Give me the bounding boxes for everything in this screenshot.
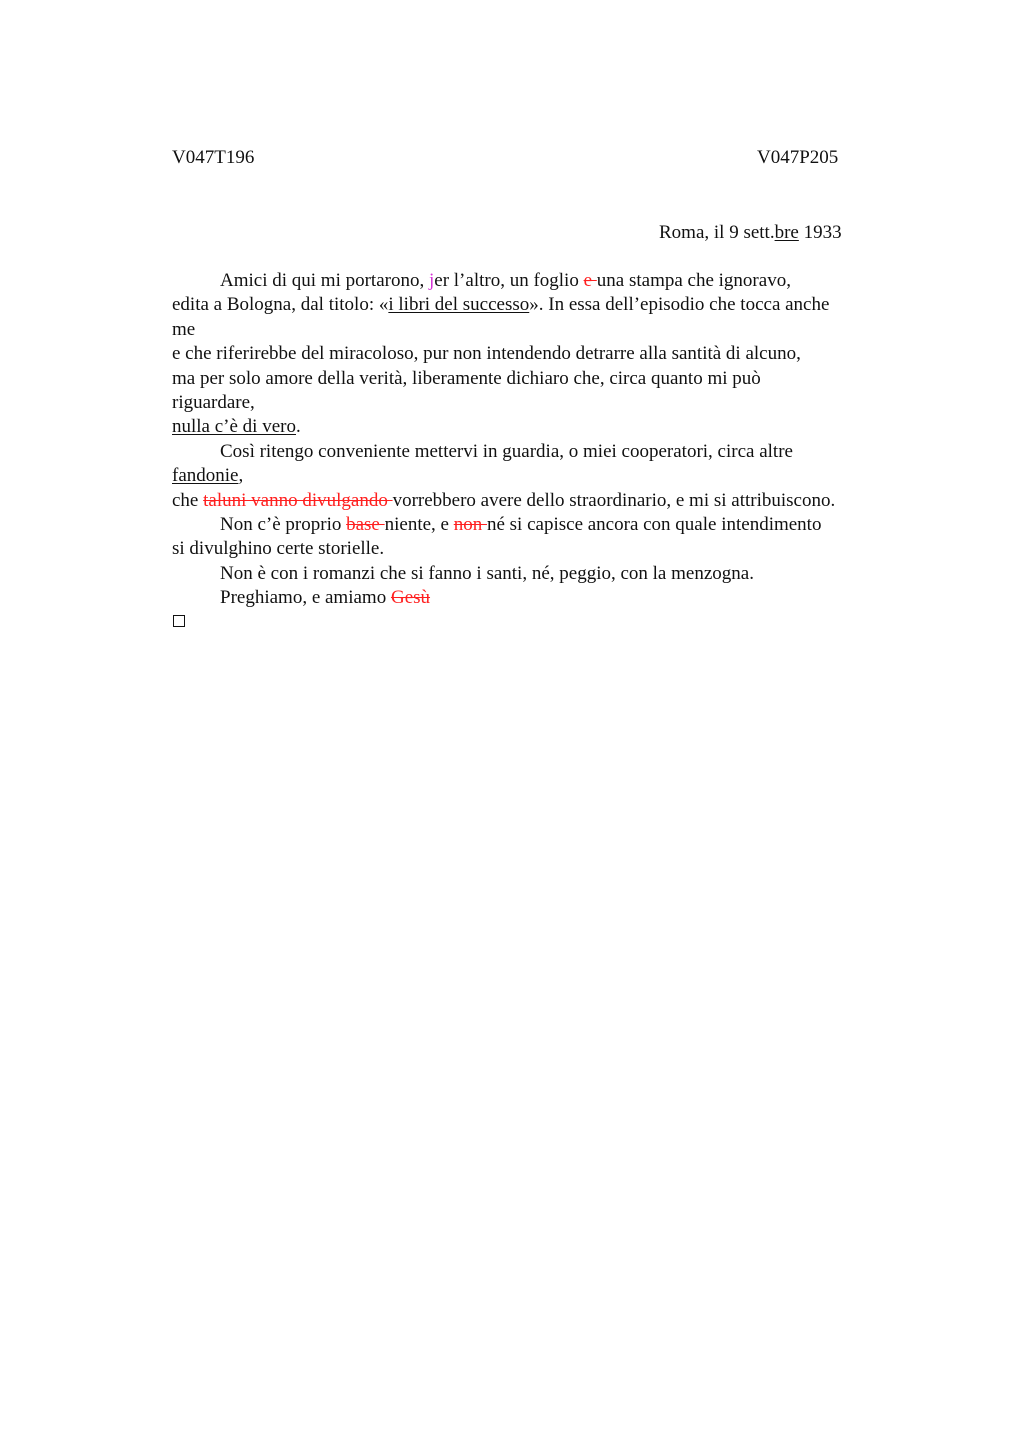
document-code-right: V047P205 [757, 147, 839, 168]
letter-date [659, 221, 842, 245]
document-code-left: V047T196 [172, 147, 255, 168]
text-run: niente, e [384, 514, 454, 536]
deleted-text: base [346, 514, 385, 536]
paragraph-2-line-1: Così ritengo conveniente mettervi in guardia, o miei cooperatori, circa altre [220, 440, 793, 462]
text-run: edita a Bologna, dal titolo: « [172, 294, 389, 316]
date-underlined: bre [774, 222, 799, 243]
paragraph-3-line-1 [172, 513, 912, 537]
paragraph-1-line-2 [172, 293, 912, 317]
paragraph-5-line-1 [172, 586, 912, 610]
underlined-text: fandonie [172, 465, 239, 487]
empty-square-icon [173, 615, 185, 627]
date-prefix: Roma, il 9 sett. [659, 222, 775, 243]
text-run: Preghiamo, e amiamo [220, 587, 391, 609]
underlined-text: nulla c’è di vero [172, 416, 296, 438]
paragraph-1-line-1 [172, 269, 912, 293]
text-run: , [238, 465, 244, 487]
underlined-title: i libri del successo [388, 294, 530, 316]
paragraph-4-line-1: Non è con i romanzi che si fanno i santi, né, peggio, con la menzogna. [220, 562, 754, 584]
date-suffix: 1933 [798, 222, 842, 243]
deleted-text: e [583, 270, 597, 291]
text-run: . [295, 416, 301, 438]
text-run: er l’altro, un foglio [434, 270, 584, 291]
text-run: né si capisce ancora con quale intendimento [486, 514, 822, 536]
paragraph-3-line-2: si divulghino certe storielle. [172, 538, 385, 560]
paragraph-1-line-7 [172, 415, 912, 439]
text-run: ». In essa dell’episodio che tocca anche [529, 294, 830, 316]
paragraph-1-line-4: e che riferirebbe del miracoloso, pur non intendendo detrarre alla santità di alcuno, [172, 343, 801, 365]
inserted-text: j [428, 270, 435, 291]
paragraph-2-line-2 [172, 464, 912, 488]
text-run: Non c’è proprio [220, 514, 347, 536]
deleted-text: Gesù [390, 587, 431, 609]
deleted-text: taluni vanno divulgando [203, 489, 393, 511]
paragraph-1-line-6: riguardare, [172, 392, 255, 414]
text-run: vorrebbero avere dello straordinario, e mi si attribuiscono. [392, 489, 836, 511]
text-run: che [172, 489, 204, 511]
paragraph-1-line-3: me [172, 318, 196, 340]
deleted-text: non [453, 514, 487, 536]
letter-body [172, 269, 912, 611]
paragraph-1-line-5: ma per solo amore della verità, liberamente dichiaro che, circa quanto mi può [172, 367, 761, 389]
paragraph-2-line-3 [172, 489, 912, 513]
text-run: una stampa che ignoravo, [596, 270, 791, 291]
text-run: Amici di qui mi portarono, [220, 270, 429, 291]
